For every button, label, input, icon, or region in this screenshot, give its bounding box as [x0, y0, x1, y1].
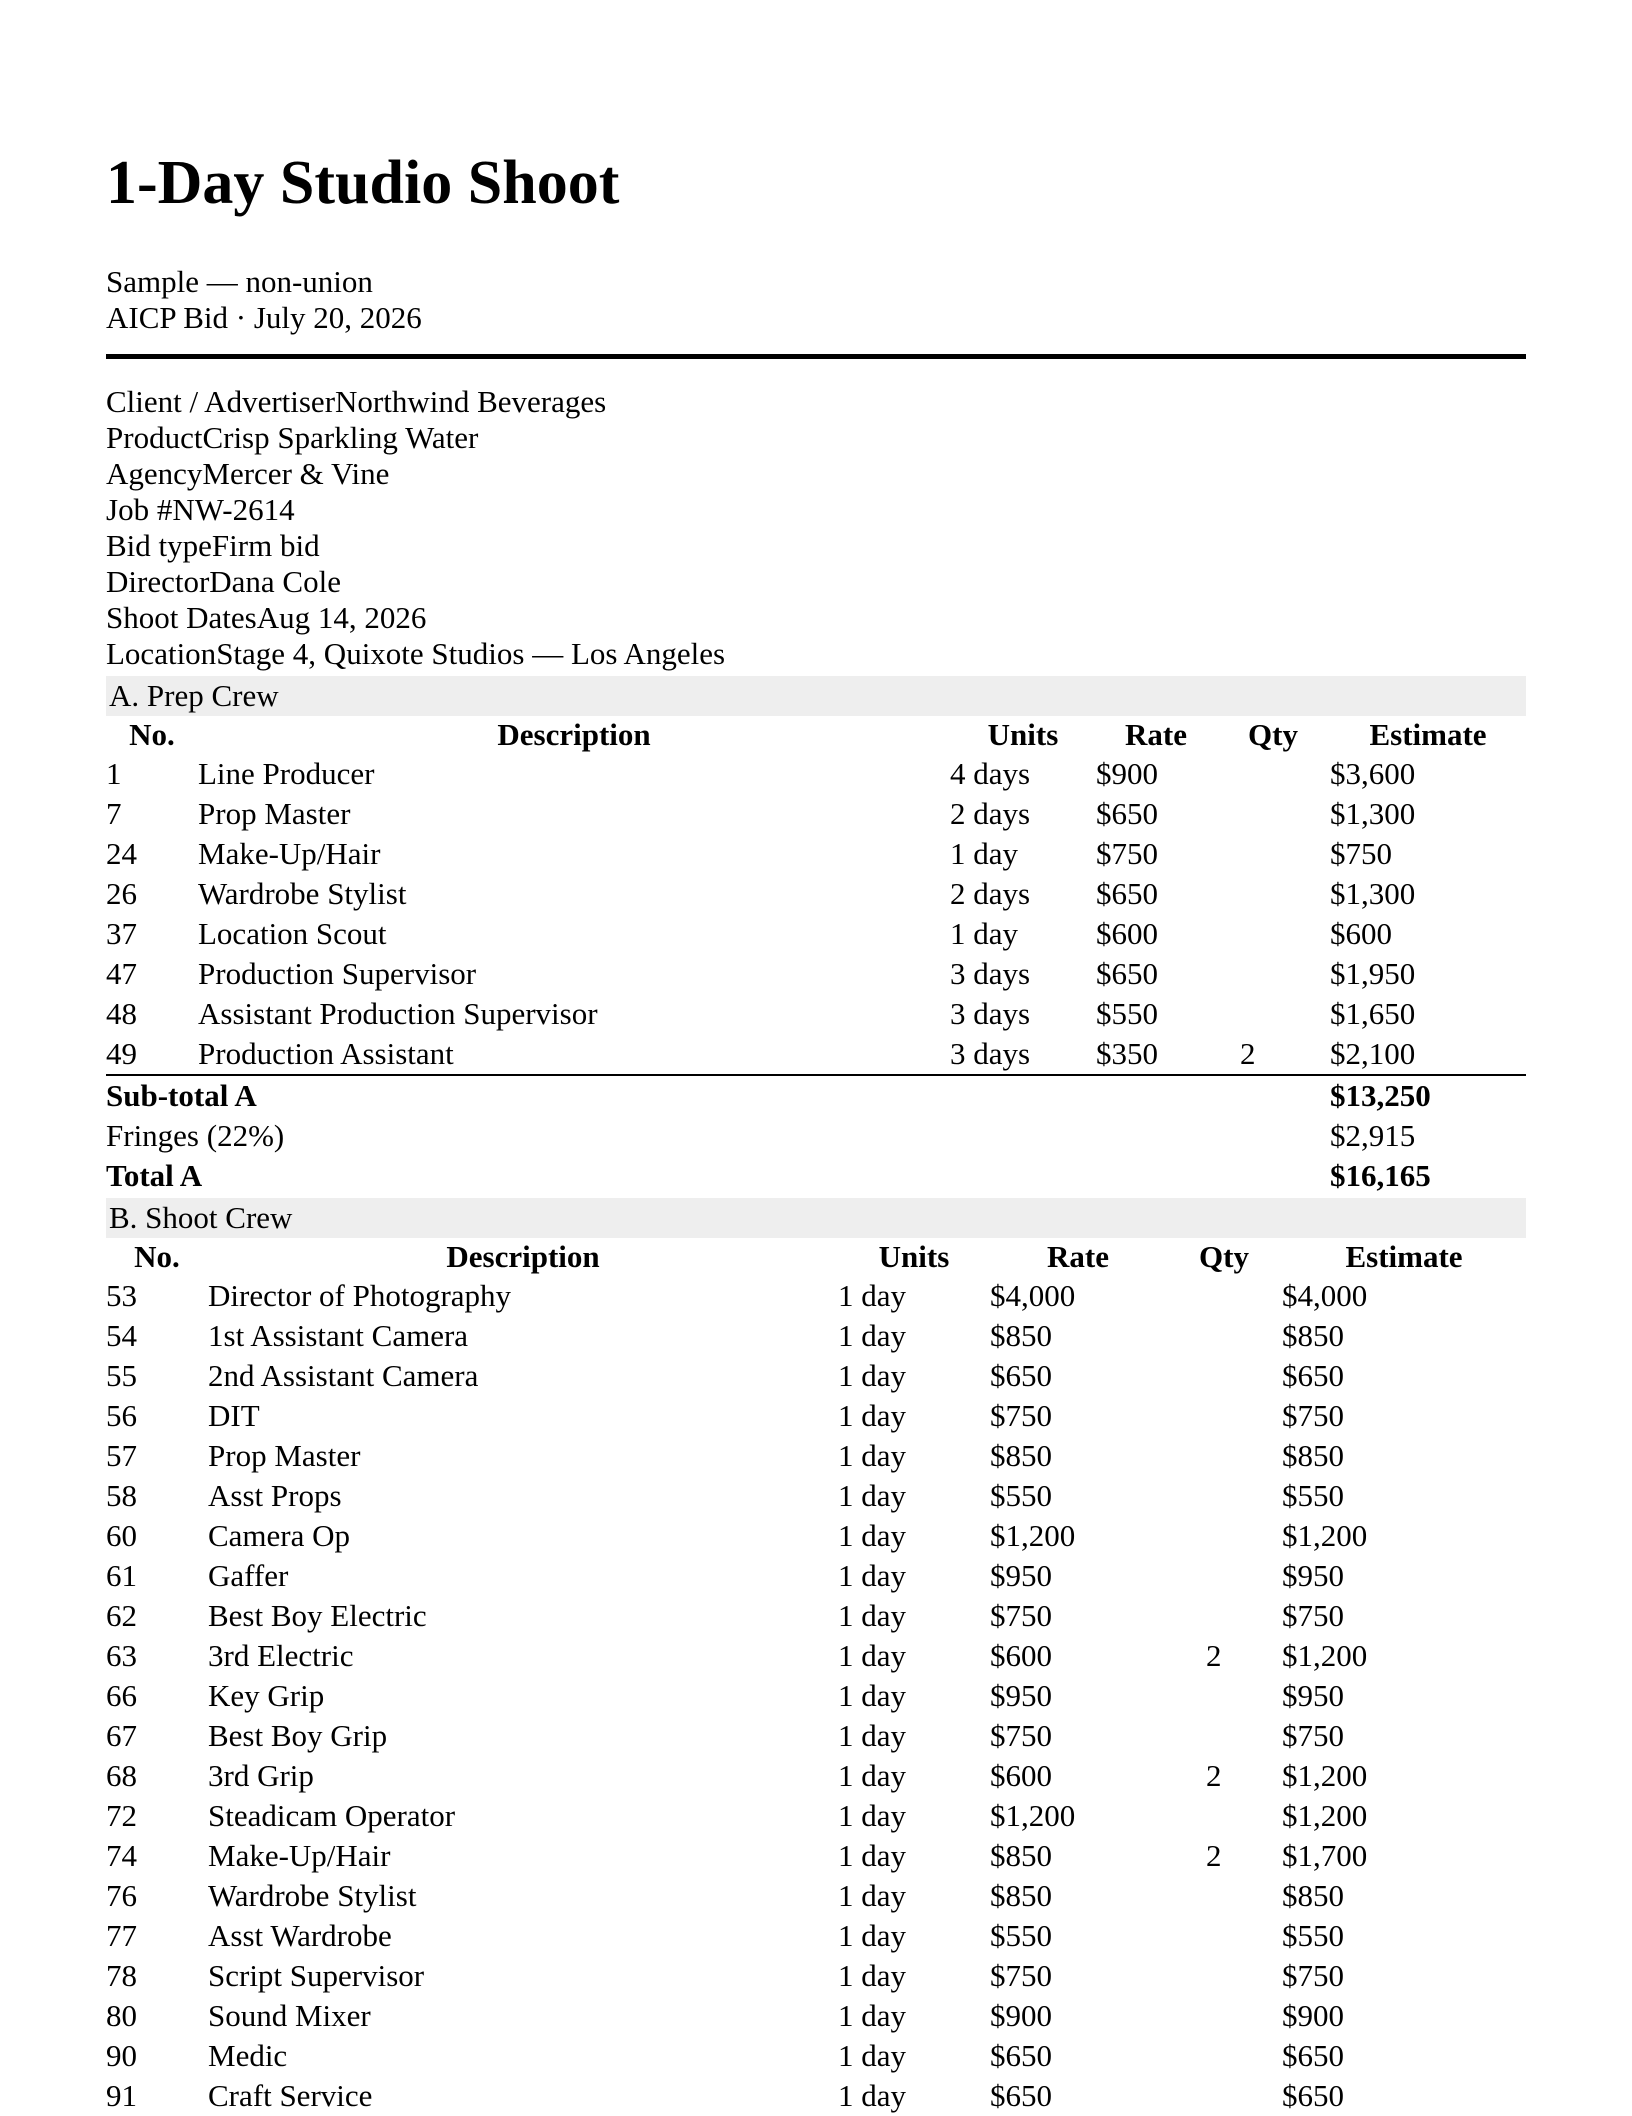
shoot-crew-rows [106, 1276, 1526, 2116]
line-qty [1166, 1916, 1282, 1956]
line-number: 54 [106, 1318, 137, 1353]
table-row [106, 1316, 1526, 1356]
table-row [106, 1636, 1526, 1676]
meta-location [106, 636, 725, 672]
line-description: Asst Wardrobe [208, 1918, 392, 1953]
line-estimate: $2,100 [1330, 1036, 1416, 1071]
line-estimate: $550 [1282, 1918, 1344, 1953]
line-qty [1166, 1596, 1282, 1636]
line-units: 1 day [838, 2078, 907, 2113]
line-units: 1 day [838, 1718, 907, 1753]
line-rate: $950 [990, 1558, 1052, 1593]
subtotal-value: $13,250 [1330, 1075, 1526, 1116]
line-number: 58 [106, 1478, 137, 1513]
table-row [106, 954, 1526, 994]
meta-label: Bid type [106, 528, 212, 563]
line-description: Prop Master [198, 796, 351, 831]
line-units: 1 day [838, 1838, 907, 1873]
line-rate: $900 [990, 1998, 1052, 2033]
line-units: 1 day [838, 1518, 907, 1553]
line-number: 37 [106, 916, 137, 951]
meta-value: Northwind Beverages [335, 384, 607, 419]
col-units: Units [987, 717, 1059, 752]
line-units: 1 day [838, 1398, 907, 1433]
line-rate: $850 [990, 1878, 1052, 1913]
line-estimate: $3,600 [1330, 756, 1416, 791]
line-number: 61 [106, 1558, 137, 1593]
line-number: 48 [106, 996, 137, 1031]
line-qty: 2 [1206, 1758, 1222, 1793]
col-units: Units [878, 1239, 950, 1274]
meta-label: Shoot Dates [106, 600, 257, 635]
line-qty: 2 [1240, 1036, 1256, 1071]
fringes-value: $2,915 [1330, 1118, 1416, 1153]
table-header-row [106, 716, 1526, 754]
line-estimate: $650 [1282, 2078, 1344, 2113]
meta-label: Location [106, 636, 217, 671]
line-qty [1166, 1436, 1282, 1476]
line-rate: $650 [1096, 876, 1158, 911]
line-estimate: $850 [1282, 1438, 1344, 1473]
bid-date: AICP Bid · July 20, 2026 [106, 300, 422, 335]
line-number: 74 [106, 1838, 137, 1873]
meta-value: Firm bid [211, 528, 320, 563]
meta-job-number [106, 492, 725, 528]
line-estimate: $1,200 [1282, 1518, 1368, 1553]
line-qty [1166, 1276, 1282, 1316]
line-number: 66 [106, 1678, 137, 1713]
line-description: Make-Up/Hair [198, 836, 381, 871]
line-rate: $600 [990, 1638, 1052, 1673]
line-number: 77 [106, 1918, 137, 1953]
meta-value: Mercer & Vine [202, 456, 390, 491]
total-row [106, 1156, 1526, 1196]
line-rate: $600 [1096, 916, 1158, 951]
line-qty [1166, 1316, 1282, 1356]
line-units: 1 day [950, 916, 1019, 951]
meta-label: Agency [106, 456, 203, 491]
line-estimate: $1,700 [1282, 1838, 1368, 1873]
line-estimate: $1,200 [1282, 1798, 1368, 1833]
total-value: $16,165 [1330, 1158, 1431, 1193]
meta-value: Aug 14, 2026 [256, 600, 427, 635]
table-row [106, 834, 1526, 874]
table-row [106, 1276, 1526, 1316]
line-description: Medic [208, 2038, 288, 2073]
table-row [106, 1476, 1526, 1516]
line-estimate: $600 [1330, 916, 1392, 951]
line-qty [1166, 2076, 1282, 2116]
page-title: 1-Day Studio Shoot [106, 149, 620, 217]
line-estimate: $1,650 [1330, 996, 1416, 1031]
line-description: Best Boy Electric [208, 1598, 427, 1633]
line-rate: $550 [1096, 996, 1158, 1031]
line-number: 1 [106, 756, 122, 791]
table-row [106, 754, 1526, 794]
line-description: Production Assistant [198, 1036, 454, 1071]
line-description: Production Supervisor [198, 956, 477, 991]
meta-label: Client / Advertiser [106, 384, 336, 419]
line-rate: $1,200 [990, 1518, 1076, 1553]
line-qty [1166, 1396, 1282, 1436]
line-description: Key Grip [208, 1678, 325, 1713]
line-rate: $850 [990, 1438, 1052, 1473]
table-row [106, 2076, 1526, 2116]
line-rate: $750 [1096, 836, 1158, 871]
line-number: 60 [106, 1518, 137, 1553]
total-label: Total A [106, 1158, 203, 1193]
line-units: 1 day [838, 1798, 907, 1833]
line-estimate: $750 [1282, 1398, 1344, 1433]
line-rate: $650 [990, 1358, 1052, 1393]
line-estimate: $1,300 [1330, 796, 1416, 831]
line-rate: $900 [1096, 756, 1158, 791]
line-units: 3 days [950, 956, 1031, 991]
line-rate: $650 [990, 2078, 1052, 2113]
col-estimate: Estimate [1345, 1239, 1463, 1274]
line-description: Line Producer [198, 756, 375, 791]
line-rate: $4,000 [990, 1278, 1076, 1313]
prep-crew-rows [106, 754, 1526, 1075]
line-units: 3 days [950, 996, 1031, 1031]
line-rate: $750 [990, 1718, 1052, 1753]
col-qty: Qty [1199, 1239, 1249, 1274]
line-number: 78 [106, 1958, 137, 1993]
line-description: Best Boy Grip [208, 1718, 388, 1753]
line-estimate: $950 [1282, 1558, 1344, 1593]
col-estimate: Estimate [1369, 717, 1487, 752]
table-row [106, 1836, 1526, 1876]
line-qty [1216, 954, 1330, 994]
line-number: 24 [106, 836, 137, 871]
line-rate: $850 [990, 1318, 1052, 1353]
meta-label: Job # [106, 492, 173, 527]
line-qty [1166, 1356, 1282, 1396]
line-units: 1 day [838, 1318, 907, 1353]
line-qty [1216, 994, 1330, 1034]
subtotal-label: Sub-total A [106, 1075, 1330, 1116]
line-number: 56 [106, 1398, 137, 1433]
meta-agency [106, 456, 725, 492]
line-units: 1 day [950, 836, 1019, 871]
line-description: Wardrobe Stylist [208, 1878, 417, 1913]
line-number: 53 [106, 1278, 137, 1313]
line-description: Craft Service [208, 2078, 373, 2113]
table-row [106, 2036, 1526, 2076]
line-number: 7 [106, 796, 122, 831]
line-qty [1166, 1876, 1282, 1916]
line-rate: $850 [990, 1838, 1052, 1873]
line-units: 1 day [838, 1758, 907, 1793]
line-rate: $550 [990, 1918, 1052, 1953]
line-estimate: $950 [1282, 1678, 1344, 1713]
line-estimate: $850 [1282, 1318, 1344, 1353]
line-description: 2nd Assistant Camera [208, 1358, 479, 1393]
shoot-crew-table [106, 1238, 1526, 2116]
header-divider [106, 354, 1526, 359]
line-units: 2 days [950, 796, 1031, 831]
line-qty [1166, 1676, 1282, 1716]
line-rate: $950 [990, 1678, 1052, 1713]
table-row [106, 1796, 1526, 1836]
meta-client [106, 384, 725, 420]
table-row [106, 1356, 1526, 1396]
table-row [106, 1556, 1526, 1596]
col-rate: Rate [1047, 1239, 1109, 1274]
table-row [106, 1916, 1526, 1956]
table-row [106, 994, 1526, 1034]
line-number: 90 [106, 2038, 137, 2073]
line-estimate: $750 [1330, 836, 1392, 871]
line-units: 2 days [950, 876, 1031, 911]
line-qty [1166, 1956, 1282, 1996]
col-rate: Rate [1125, 717, 1187, 752]
line-rate: $550 [990, 1478, 1052, 1513]
line-units: 1 day [838, 1558, 907, 1593]
meta-value: Stage 4, Quixote Studios — Los Angeles [216, 636, 726, 671]
line-description: 1st Assistant Camera [208, 1318, 469, 1353]
line-number: 72 [106, 1798, 137, 1833]
line-number: 63 [106, 1638, 137, 1673]
line-number: 91 [106, 2078, 137, 2113]
line-estimate: $650 [1282, 2038, 1344, 2073]
line-units: 1 day [838, 2038, 907, 2073]
line-number: 76 [106, 1878, 137, 1913]
line-qty [1166, 1796, 1282, 1836]
line-number: 55 [106, 1358, 137, 1393]
section-prep-crew [106, 676, 1526, 1196]
line-number: 26 [106, 876, 137, 911]
fringes-row [106, 1116, 1526, 1156]
line-estimate: $650 [1282, 1358, 1344, 1393]
line-estimate: $750 [1282, 1958, 1344, 1993]
line-qty [1166, 2036, 1282, 2076]
line-qty [1216, 754, 1330, 794]
job-meta [106, 384, 725, 672]
line-qty [1166, 1516, 1282, 1556]
line-number: 68 [106, 1758, 137, 1793]
meta-bid-type [106, 528, 725, 564]
line-units: 1 day [838, 1278, 907, 1313]
line-description: 3rd Grip [208, 1758, 314, 1793]
line-units: 1 day [838, 1678, 907, 1713]
table-header-row [106, 1238, 1526, 1276]
section-title: A. Prep Crew [106, 676, 1526, 716]
line-number: 49 [106, 1036, 137, 1071]
line-description: Asst Props [208, 1478, 342, 1513]
line-qty [1216, 834, 1330, 874]
meta-label: Director [106, 564, 210, 599]
table-row [106, 1436, 1526, 1476]
line-units: 1 day [838, 1478, 907, 1513]
line-description: Wardrobe Stylist [198, 876, 407, 911]
line-estimate: $1,300 [1330, 876, 1416, 911]
table-row [106, 1716, 1526, 1756]
line-estimate: $1,200 [1282, 1638, 1368, 1673]
table-row [106, 874, 1526, 914]
table-row [106, 1396, 1526, 1436]
line-estimate: $850 [1282, 1878, 1344, 1913]
table-row [106, 1516, 1526, 1556]
line-units: 1 day [838, 1438, 907, 1473]
subtotal-row [106, 1075, 1526, 1116]
table-row [106, 1676, 1526, 1716]
col-no: No. [129, 717, 175, 752]
meta-shoot-dates [106, 600, 725, 636]
meta-director [106, 564, 725, 600]
line-description: Script Supervisor [208, 1958, 425, 1993]
line-rate: $600 [990, 1758, 1052, 1793]
line-description: Director of Photography [208, 1278, 512, 1313]
col-qty: Qty [1248, 717, 1298, 752]
meta-label: Product [106, 420, 203, 455]
table-row [106, 914, 1526, 954]
line-number: 67 [106, 1718, 137, 1753]
line-units: 1 day [838, 1598, 907, 1633]
meta-product [106, 420, 725, 456]
table-row [106, 1596, 1526, 1636]
section-shoot-crew [106, 1198, 1526, 2116]
line-units: 1 day [838, 1638, 907, 1673]
table-row [106, 1956, 1526, 1996]
col-description: Description [497, 717, 651, 752]
line-number: 57 [106, 1438, 137, 1473]
line-description: Make-Up/Hair [208, 1838, 391, 1873]
line-rate: $650 [990, 2038, 1052, 2073]
table-row [106, 1756, 1526, 1796]
line-qty [1166, 1476, 1282, 1516]
line-estimate: $1,950 [1330, 956, 1416, 991]
prep-crew-table [106, 716, 1526, 1196]
line-estimate: $1,200 [1282, 1758, 1368, 1793]
table-row [106, 1034, 1526, 1075]
line-qty [1166, 1716, 1282, 1756]
line-rate: $750 [990, 1598, 1052, 1633]
line-units: 1 day [838, 1998, 907, 2033]
meta-value: Crisp Sparkling Water [202, 420, 479, 455]
line-estimate: $550 [1282, 1478, 1344, 1513]
line-units: 1 day [838, 1958, 907, 1993]
line-qty: 2 [1206, 1638, 1222, 1673]
line-description: Gaffer [208, 1558, 289, 1593]
section-title: B. Shoot Crew [106, 1198, 1526, 1238]
line-description: DIT [208, 1398, 260, 1433]
line-qty [1216, 874, 1330, 914]
line-number: 47 [106, 956, 137, 991]
line-rate: $350 [1096, 1036, 1158, 1071]
bid-subtitle [106, 264, 422, 336]
line-estimate: $4,000 [1282, 1278, 1368, 1313]
line-units: 3 days [950, 1036, 1031, 1071]
line-number: 80 [106, 1998, 137, 2033]
table-row [106, 1996, 1526, 2036]
line-description: Steadicam Operator [208, 1798, 456, 1833]
line-estimate: $750 [1282, 1598, 1344, 1633]
line-description: 3rd Electric [208, 1638, 354, 1673]
line-description: Prop Master [208, 1438, 361, 1473]
meta-value: Dana Cole [209, 564, 341, 599]
line-description: Location Scout [198, 916, 387, 951]
line-units: 1 day [838, 1918, 907, 1953]
line-qty [1216, 914, 1330, 954]
line-rate: $750 [990, 1958, 1052, 1993]
line-qty [1166, 1556, 1282, 1596]
line-qty: 2 [1206, 1838, 1222, 1873]
line-number: 62 [106, 1598, 137, 1633]
line-description: Assistant Production Supervisor [198, 996, 598, 1031]
col-description: Description [446, 1239, 600, 1274]
table-row [106, 794, 1526, 834]
line-description: Camera Op [208, 1518, 351, 1553]
line-qty [1216, 794, 1330, 834]
union-status: Sample — non-union [106, 264, 373, 299]
line-rate: $650 [1096, 956, 1158, 991]
line-units: 1 day [838, 1878, 907, 1913]
line-description: Sound Mixer [208, 1998, 371, 2033]
col-no: No. [134, 1239, 180, 1274]
table-row [106, 1876, 1526, 1916]
line-rate: $750 [990, 1398, 1052, 1433]
line-rate: $1,200 [990, 1798, 1076, 1833]
fringes-label: Fringes (22%) [106, 1118, 285, 1153]
line-units: 1 day [838, 1358, 907, 1393]
line-estimate: $900 [1282, 1998, 1344, 2033]
meta-value: NW-2614 [172, 492, 295, 527]
line-estimate: $750 [1282, 1718, 1344, 1753]
line-rate: $650 [1096, 796, 1158, 831]
line-qty [1166, 1996, 1282, 2036]
line-units: 4 days [950, 756, 1031, 791]
